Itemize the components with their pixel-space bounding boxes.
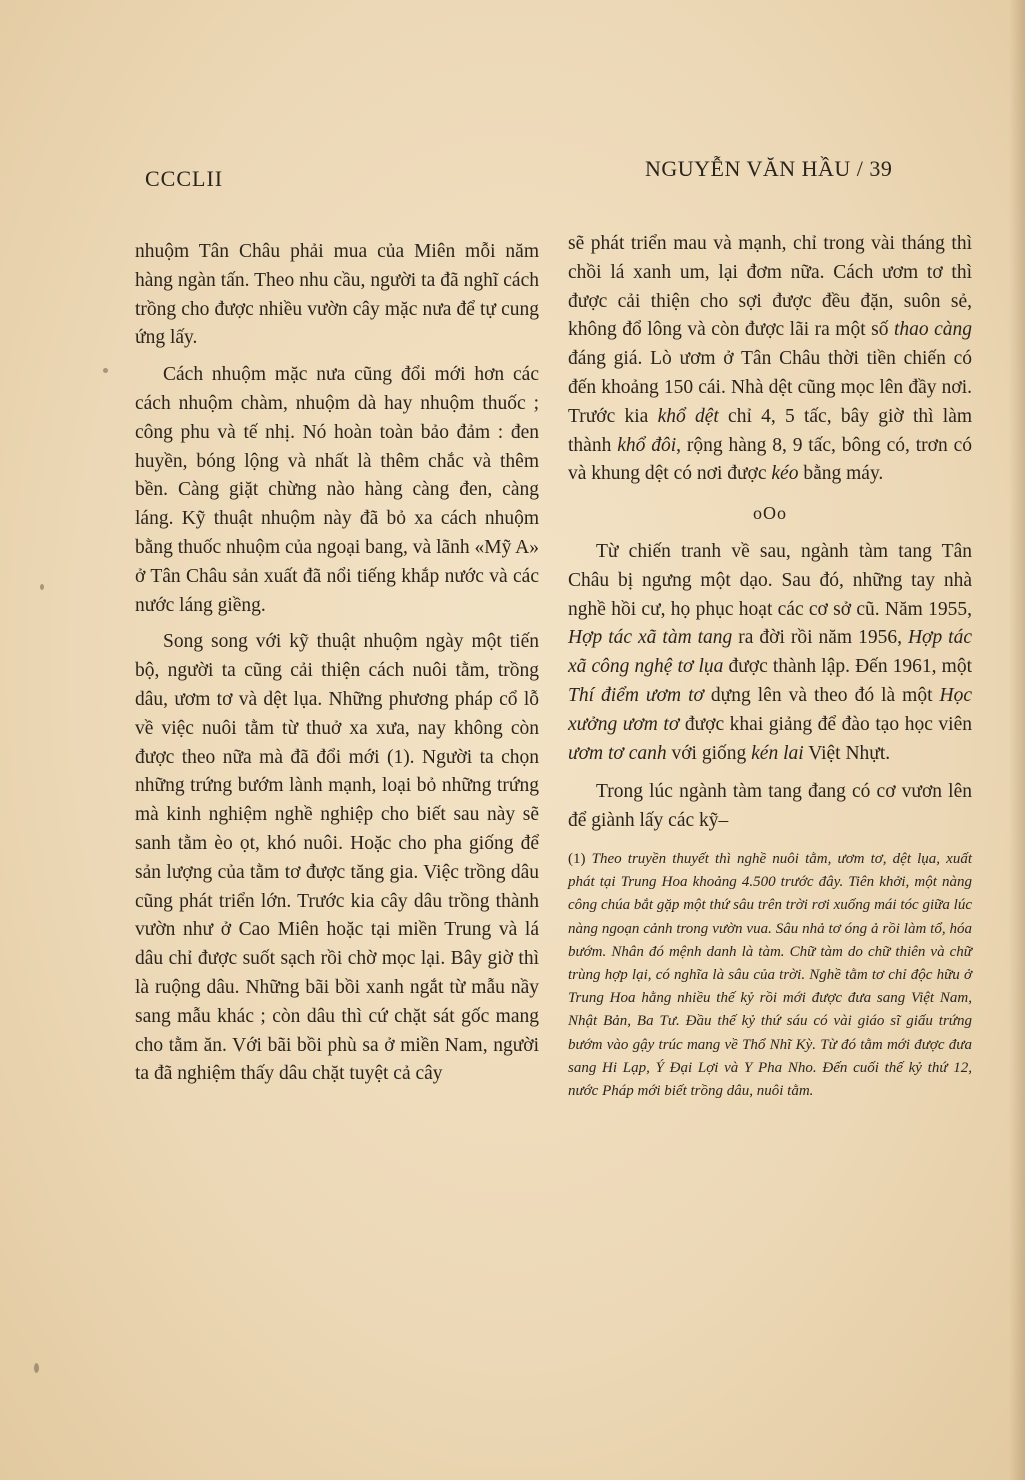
text-run: Từ chiến tranh về sau, ngành tàm tang Tân Châu bị ngưng một dạo. Sau đó, những tay nhà nghề hồi cư, họ phục hoạt các cơ sở cũ. Năm 1955, xyxy=(568,540,972,620)
left-column xyxy=(135,238,539,1089)
section-divider: oOo xyxy=(753,503,787,524)
right-paragraph-1 xyxy=(568,230,972,489)
paper-speck xyxy=(40,584,44,590)
text-run: ra đời rồi năm 1956, xyxy=(732,627,908,649)
italic-term: thao càng xyxy=(893,319,972,341)
italic-term: kéo xyxy=(771,463,799,485)
text-run: với giống xyxy=(666,742,752,764)
paper-speck xyxy=(103,368,108,373)
text-run: Việt Nhựt. xyxy=(803,742,891,764)
paper-speck xyxy=(34,1363,39,1373)
page-edge-shadow xyxy=(1009,0,1025,1480)
page-header-left: CCCLII xyxy=(145,166,224,191)
text-run: đáng giá. Lò ươm ở Tân Châu thời tiền chiến có đến khoảng 150 cái. Nhà dệt cũng mọc lên đầy nơi. Trước kia xyxy=(568,348,972,427)
text-run: chỉ 4, 5 tấc, bây giờ thì làm thành xyxy=(568,405,973,456)
text-run: được thành lập. Đến 1961, một xyxy=(723,656,972,678)
italic-term: kén lai xyxy=(751,742,804,764)
left-paragraph-1: nhuộm Tân Châu phải mua của Miên mỗi năm hàng ngàn tấn. Theo nhu cầu, người ta đã nghĩ cách trồng cho được nhiều vườn cây mặc nưa để tự cung ứng lấy. xyxy=(135,241,539,349)
text-run: , rộng hàng 8, 9 tấc, bông có, trơn có và khung dệt có nơi được xyxy=(568,434,972,485)
text-run: sẽ phát triển mau và mạnh, chỉ trong vài tháng thì chồi lá xanh um, lại đơm nữa. Cách ươm tơ thì được cải thiện cho sợi được đều đặn, suôn sẻ, không đổ lông và còn được lãi ra một số xyxy=(568,233,972,341)
footnote-text: Theo truyền thuyết thì nghề nuôi tằm, ươm tơ, dệt lụa, xuất phát tại Trung Hoa khoảng 4.500 trước đây. Tiên khởi, một nàng công chúa bắt gặp một thứ sâu trên trời rơi xuống mái tóc giữa lúc nàng ngoạn cảnh trong vườn vua. Sâu nhả tơ óng ả rồi làm tổ, hóa bướm. Nhân đó mệnh danh là tàm. Chữ tàm do chữ thiên và chữ trùng hợp lại, có nghĩa là sâu của trời. Nghề tằm tơ chỉ độc hữu ở Trung Hoa hằng nhiều thế kỷ rồi mới được đưa sang Việt Nam, Nhật Bản, Ba Tư. Đầu thế kỷ thứ sáu có vài giáo sĩ giấu trứng bướm vào gậy trúc mang về Thổ Nhĩ Kỳ. Từ đó tằm mới được đưa sang Hi Lạp, Ý Đại Lợi và Y Pha Nho. Đến cuối thế kỷ thứ 12, nước Pháp mới biết trồng dâu, nuôi tằm. xyxy=(568,850,973,1099)
italic-term: ươm tơ canh xyxy=(568,742,667,764)
footnote xyxy=(568,848,972,1103)
left-paragraph-2: Cách nhuộm mặc nưa cũng đổi mới hơn các cách nhuộm chàm, nhuộm dà hay nhuộm thuốc ; công phu và tế nhị. Nó hoàn toàn bảo đảm : đen huyền, bóng lộng và nhất là thêm chắc và thêm bền. Càng giặt chừng nào hàng càng đen, càng láng. Kỹ thuật nhuộm này đã bỏ xa cách nhuộm bằng thuốc nhuộm của ngoại bang, và lãnh «Mỹ A» ở Tân Châu sản xuất đã nổi tiếng khắp nước và các nước láng giềng. xyxy=(135,364,540,616)
right-paragraph-2 xyxy=(568,538,972,768)
footnote-marker: (1) xyxy=(568,850,586,867)
text-run: bằng máy. xyxy=(798,463,884,485)
italic-term: Học xưởng ươm tơ xyxy=(568,684,973,735)
italic-term: Hợp tác xã tàm tang xyxy=(568,627,733,649)
italic-term: Hợp tác xã công nghệ tơ lụa xyxy=(568,627,972,678)
italic-term: khổ dệt xyxy=(657,405,719,427)
page-header-right: NGUYỄN VĂN HẦU / 39 xyxy=(645,156,893,181)
italic-term: khổ đôi xyxy=(617,434,677,456)
right-paragraph-3: Trong lúc ngành tàm tang đang có cơ vươn lên để giành lấy các kỹ– xyxy=(568,781,972,832)
text-run: dựng lên và theo đó là một xyxy=(703,684,940,706)
left-paragraph-3: Song song với kỹ thuật nhuộm ngày một tiến bộ, người ta cũng cải thiện cách nuôi tằm, trồng dâu, ươm tơ và dệt lụa. Những phương pháp cổ lỗ về việc nuôi tằm từ thuở xa xưa, nay không còn được theo nữa mà đã đổi mới (1). Người ta chọn những trứng bướm lành mạnh, loại bỏ những trứng mà kinh nghiệm nghề nghiệp cho biết sau này sẽ sanh tằm èo ọt, khó nuôi. Hoặc cho pha giống để sản lượng của tằm tơ được tăng gia. Việc trồng dâu cũng phát triển lớn. Trước kia cây dâu trồng thành vườn như ở Cao Miên hoặc tại miền Trung và lá dâu chỉ được suốt sạch rồi chờ mọc lại. Bây giờ thì là ruộng dâu. Những bãi bồi xanh ngắt từ mẫu nầy sang mẫu khác ; còn dâu thì cứ chặt sát gốc mang cho tằm ăn. Với bãi bồi phù sa ở miền Nam, người ta đã nghiệm thấy dâu chặt tuyệt cả cây xyxy=(135,631,539,1085)
italic-term: Thí điểm ươm tơ xyxy=(568,684,704,706)
text-run: được khai giảng để đào tạo học viên xyxy=(679,713,972,735)
right-column xyxy=(568,230,972,1103)
